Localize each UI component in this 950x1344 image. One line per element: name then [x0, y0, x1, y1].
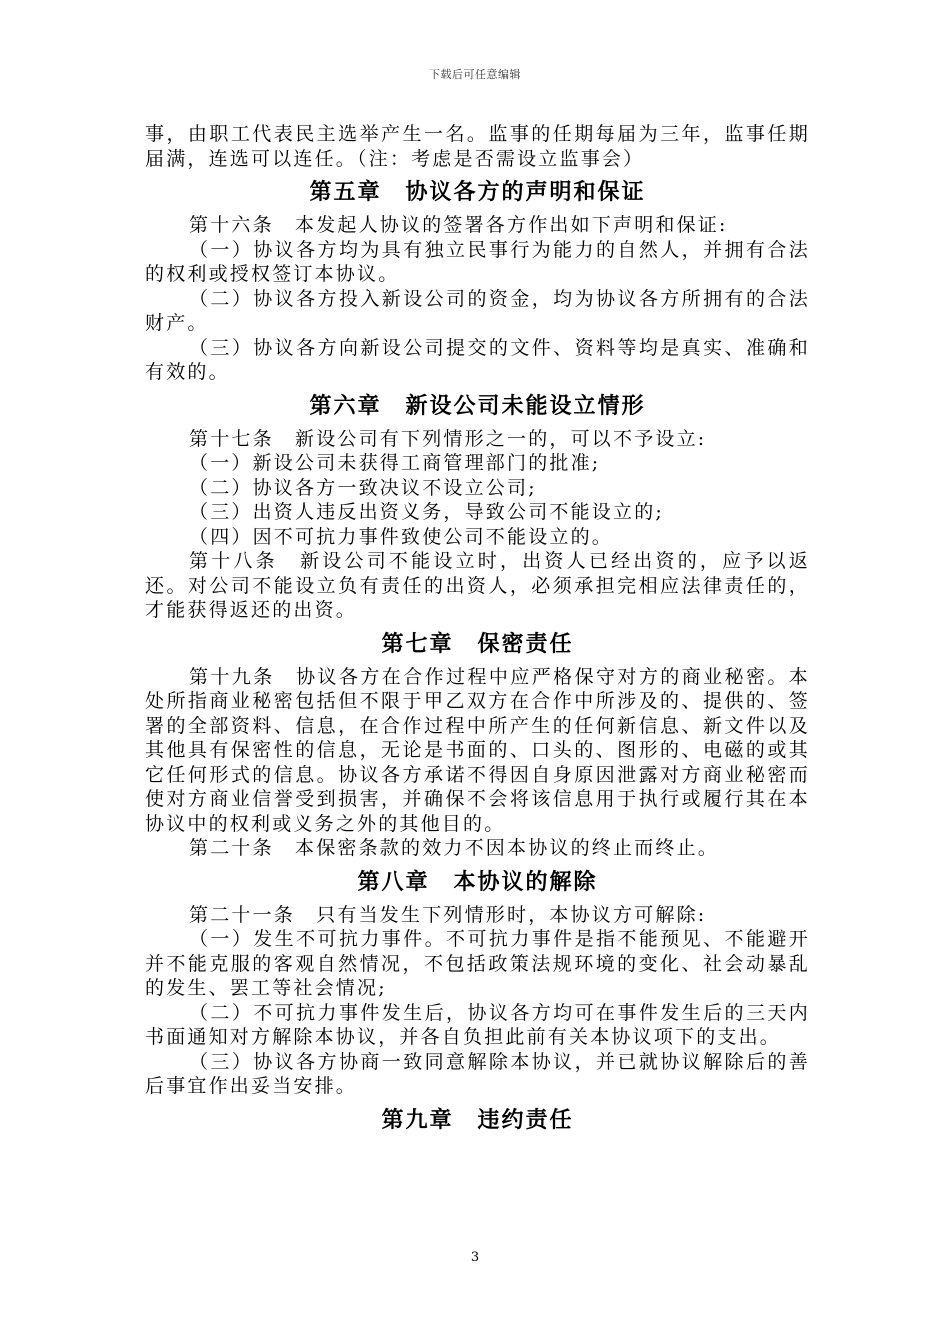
- page-header: 下载后可任意编辑: [429, 68, 521, 81]
- paragraph: 事，由职工代表民主选举产生一名。监事的任期每届为三年，监事任期届满，连选可以连任。（注：考虑是否需设立监事会）: [145, 123, 810, 170]
- chapter-heading: 第五章 协议各方的声明和保证: [309, 180, 646, 205]
- clause: （一）新设公司未获得工商管理部门的批准;: [189, 452, 601, 474]
- article-19: 第十九条 协议各方在合作过程中应严格保守对方的商业秘密。本处所指商业秘密包括但不限于甲乙双方在合作中所涉及的、提供的、签署的全部资料、信息，在合作过程中所产生的任何新信息、新文件以及其他具有保密性的信息，无论是书面的、口头的、图形的、电磁的或其它任何形式的信息。协议各方承诺不得因自身原因泄露对方商业秘密而使对方商业信誉受到损害，并确保不会将该信息用于执行或履行其在本协议中的权利或义务之外的其他目的。: [145, 665, 810, 835]
- chapter-heading: 第六章 新设公司未能设立情形: [309, 393, 646, 419]
- article-16: 第十六条 本发起人协议的签署各方作出如下声明和保证:: [189, 214, 728, 236]
- clause: （一）发生不可抗力事件。不可抗力事件是指不能预见、不能避开并不能克服的客观自然情况，不包括政策法规环境的变化、社会动暴乱的发生、罢工等社会情况;: [145, 928, 810, 999]
- clause: （三）出资人违反出资义务，导致公司不能设立的;: [189, 501, 665, 523]
- article-21: 第二十一条 只有当发生下列情形时，本协议方可解除:: [189, 903, 707, 926]
- article-17: 第十七条 新设公司有下列情形之一的，可以不予设立:: [189, 427, 707, 450]
- chapter-heading: 第九章 违约责任: [381, 1107, 574, 1133]
- clause: （三）协议各方向新设公司提交的文件、资料等均是真实、准确和有效的。: [145, 336, 810, 383]
- document-body: [145, 122, 810, 1141]
- clause: （二）不可抗力事件发生后，协议各方均可在事件发生后的三天内书面通知对方解除本协议，并各自负担此前有关本协议项下的支出。: [145, 1001, 810, 1048]
- clause: （二）协议各方一致决议不设立公司;: [189, 476, 537, 499]
- clause: （三）协议各方协商一致同意解除本协议，并已就协议解除后的善后事宜作出妥当安排。: [145, 1050, 810, 1097]
- clause: （一）协议各方均为具有独立民事行为能力的自然人，并拥有合法的权利或授权签订本协议。: [145, 238, 810, 285]
- clause: （四）因不可抗力事件致使公司不能设立的。: [189, 525, 614, 548]
- clause: （二）协议各方投入新设公司的资金，均为协议各方所拥有的合法财产。: [145, 287, 810, 334]
- page-number: 3: [470, 1250, 480, 1265]
- chapter-heading: 第七章 保密责任: [381, 631, 574, 657]
- article-18: 第十八条 新设公司不能设立时，出资人已经出资的，应予以返还。对公司不能设立负有责任的出资人，必须承担完相应法律责任的，才能获得返还的出资。: [145, 550, 810, 621]
- chapter-heading: 第八章 本协议的解除: [357, 869, 598, 895]
- article-20: 第二十条 本保密条款的效力不因本协议的终止而终止。: [189, 837, 720, 859]
